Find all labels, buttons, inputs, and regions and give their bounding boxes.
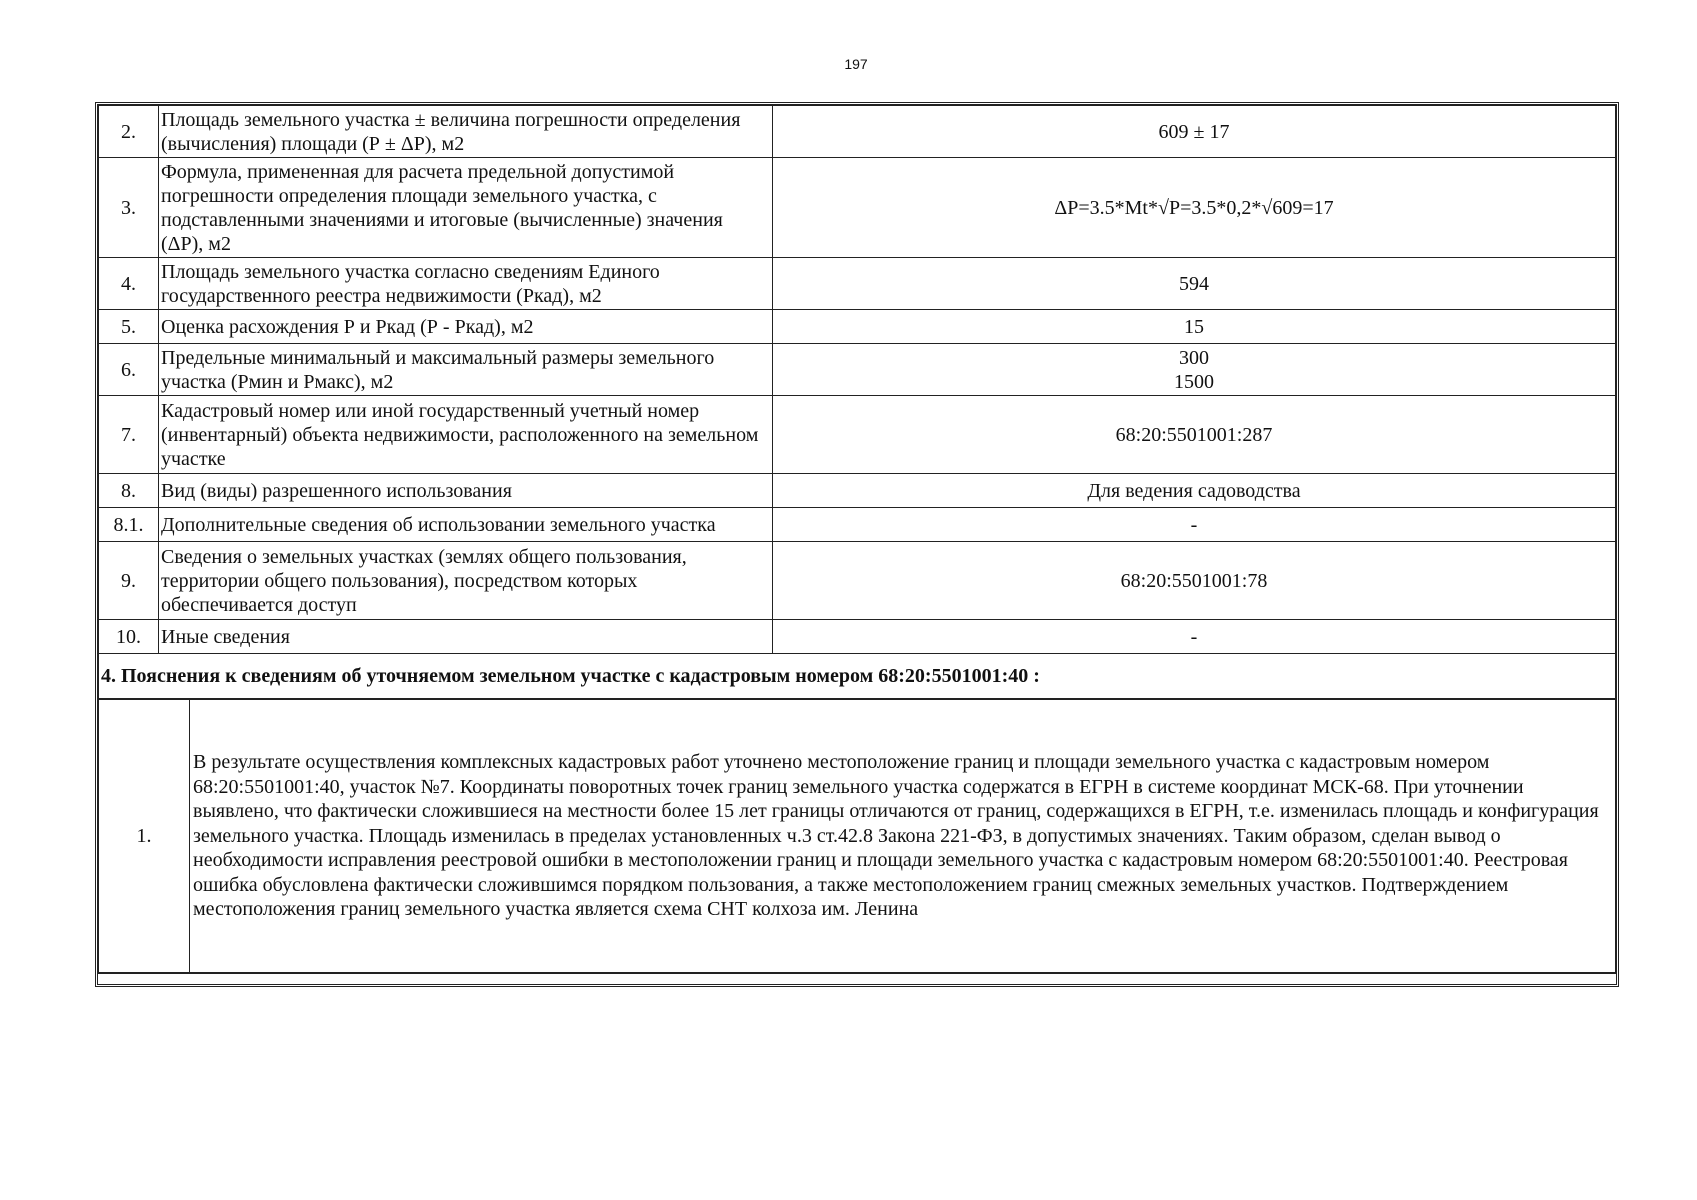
row-label: Сведения о земельных участках (землях общего пользования, территории общего пользования), посредством которых обеспечивается доступ: [159, 542, 773, 620]
section-header-row: [99, 654, 1616, 699]
page-number: 197: [844, 56, 868, 72]
row-label: Иные сведения: [159, 620, 773, 654]
table-row: [99, 474, 1616, 508]
section-title: 4. Пояснения к сведениям об уточняемом земельном участке с кадастровым номером 68:20:5501001:40 :: [99, 654, 1616, 699]
row-value: ΔР=3.5*Mt*√Р=3.5*0,2*√609=17: [773, 158, 1616, 258]
row-value: 609 ± 17: [773, 106, 1616, 158]
row-label: Формула, примененная для расчета предельной допустимой погрешности определения площади земельного участка, с подставленными значениями и итоговые (вычисленные) значения (ΔР), м2: [159, 158, 773, 258]
row-label: Предельные минимальный и максимальный размеры земельного участка (Рмин и Рмакс), м2: [159, 344, 773, 396]
row-value: 15: [773, 310, 1616, 344]
explanations-table: [98, 699, 1616, 973]
max-size-value: 1500: [1174, 370, 1214, 393]
row-label: Дополнительные сведения об использовании земельного участка: [159, 508, 773, 542]
table-row: [99, 310, 1616, 344]
table-row: [99, 158, 1616, 258]
row-value: 68:20:5501001:78: [773, 542, 1616, 620]
parcel-info-table: [98, 105, 1616, 699]
min-size-value: 300: [1179, 346, 1209, 369]
row-number: 8.: [99, 474, 159, 508]
row-value: 594: [773, 258, 1616, 310]
row-number: 8.1.: [99, 508, 159, 542]
note-number: 1.: [99, 700, 190, 973]
row-label: Оценка расхождения Р и Ркад (Р - Ркад), м2: [159, 310, 773, 344]
row-number: 5.: [99, 310, 159, 344]
row-label: Площадь земельного участка согласно сведениям Единого государственного реестра недвижимости (Ркад), м2: [159, 258, 773, 310]
note-text: В результате осуществления комплексных кадастровых работ уточнено местоположение границ и площади земельного участка с кадастровым номером 68:20:5501001:40, участок №7. Координаты поворотных точек границ земельного участка содержатся в ЕГРН в системе координат МСК-68. При уточнении выявлено, что фактически сложившиеся на местности более 15 лет границы отличаются от границ, содержащихся в ЕГРН, т.е. изменилась площадь и конфигурация земельного участка. Площадь изменилась в пределах установленных ч.3 ст.42.8 Закона 221-ФЗ, в допустимых значениях. Таким образом, сделан вывод о необходимости исправления реестровой ошибки в местоположении границ и площади земельного участка с кадастровым номером 68:20:5501001:40. Реестровая ошибка обусловлена фактически сложившимся порядком пользования, а также местоположением границ смежных земельных участков. Подтверждением местоположения границ земельного участка является схема СНТ колхоза им. Ленина: [190, 700, 1616, 973]
table-row: [99, 258, 1616, 310]
table-row: [99, 620, 1616, 654]
table-row: [99, 542, 1616, 620]
land-plot-table: [95, 102, 1619, 987]
row-number: 2.: [99, 106, 159, 158]
row-value: [773, 344, 1616, 396]
row-number: 10.: [99, 620, 159, 654]
table-row: [99, 344, 1616, 396]
table-bottom-border: [98, 973, 1616, 984]
row-label: Вид (виды) разрешенного использования: [159, 474, 773, 508]
row-value: -: [773, 508, 1616, 542]
table-row: [99, 396, 1616, 474]
row-number: 6.: [99, 344, 159, 396]
row-label: Площадь земельного участка ± величина погрешности определения (вычисления) площади (Р ± ΔР), м2: [159, 106, 773, 158]
table-row: [99, 508, 1616, 542]
row-value: Для ведения садоводства: [773, 474, 1616, 508]
row-value: 68:20:5501001:287: [773, 396, 1616, 474]
row-value: -: [773, 620, 1616, 654]
row-number: 9.: [99, 542, 159, 620]
table-row: [99, 700, 1616, 973]
row-number: 7.: [99, 396, 159, 474]
row-number: 3.: [99, 158, 159, 258]
row-number: 4.: [99, 258, 159, 310]
table-row: [99, 106, 1616, 158]
row-label: Кадастровый номер или иной государственный учетный номер (инвентарный) объекта недвижимости, расположенного на земельном участке: [159, 396, 773, 474]
